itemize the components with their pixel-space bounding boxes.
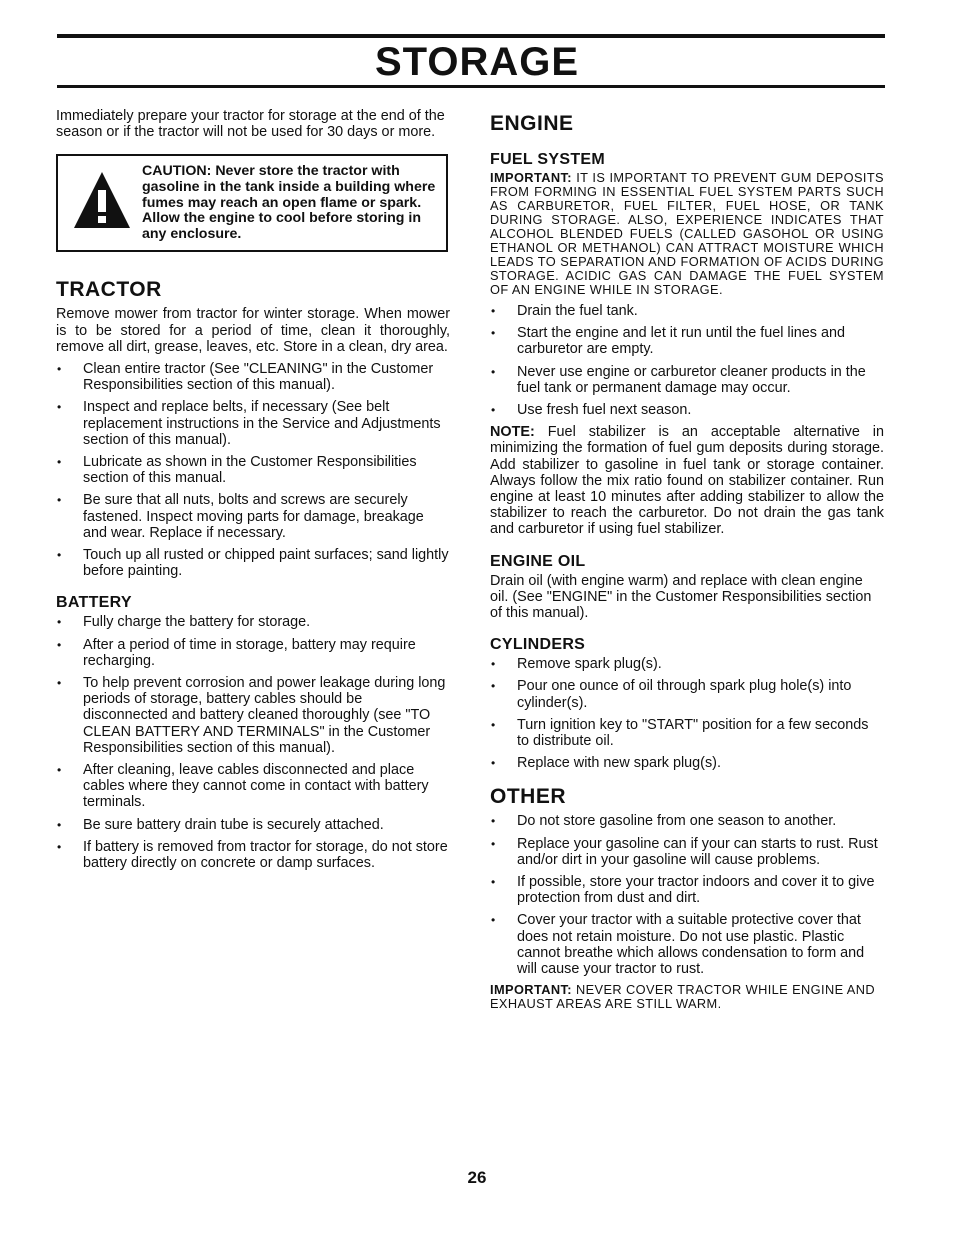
list-item: [56, 614, 450, 630]
bullet-icon: •: [57, 455, 62, 469]
title-underline: [57, 85, 885, 88]
list-item: [56, 817, 450, 833]
list-item-text: Replace your gasoline can if your can starts to rust. Rust and/or dirt in your gasoline will cause problems.: [517, 835, 878, 868]
list-item-text: Clean entire tractor (See "CLEANING" in the Customer Responsibilities section of this manual).: [83, 360, 434, 394]
engine-oil-text: Drain oil (with engine warm) and replace with clean engine oil. (See "ENGINE" in the Customer Responsibilities section of this manual).: [490, 572, 872, 622]
list-item: [490, 678, 884, 710]
bullet-icon: •: [491, 657, 496, 672]
list-item: [56, 492, 450, 541]
fuel-system-heading: FUEL SYSTEM: [490, 151, 606, 168]
warning-icon: [72, 170, 132, 230]
list-item-text: Be sure that all nuts, bolts and screws are securely fastened. Inspect moving parts for damage, breakage and wear. Replace if necessary.: [83, 492, 424, 541]
list-item-text: Inspect and replace belts, if necessary (See belt replacement instructions in the Service and Adjustments section of this manual).: [83, 399, 441, 448]
fuel-important: [490, 171, 884, 297]
list-item-text: Replace with new spark plug(s).: [517, 755, 721, 772]
list-item-text: If battery is removed from tractor for storage, do not store battery directly on concrete or damp surfaces.: [83, 838, 448, 872]
list-item: [490, 912, 884, 977]
list-item-text: After a period of time in storage, battery may require recharging.: [83, 636, 416, 669]
caution-label: CAUTION:: [142, 163, 212, 180]
bullet-icon: •: [57, 763, 62, 778]
bullet-icon: •: [57, 637, 62, 652]
engine-oil-heading: ENGINE OIL: [490, 552, 586, 570]
bullet-icon: •: [57, 361, 62, 376]
list-item-text: Use fresh fuel next season.: [517, 402, 692, 419]
bullet-icon: •: [491, 814, 496, 829]
list-item-text: Pour one ounce of oil through spark plug hole(s) into cylinder(s).: [517, 678, 852, 711]
list-item-text: Drain the fuel tank.: [517, 303, 638, 319]
other-important: [490, 983, 884, 1011]
bullet-icon: •: [491, 326, 496, 341]
list-item: [56, 399, 450, 448]
bullet-icon: •: [491, 836, 496, 851]
caution-box: [56, 154, 448, 252]
bullet-icon: •: [57, 400, 62, 415]
list-item: [490, 874, 884, 906]
other-heading: OTHER: [490, 785, 566, 809]
list-item-text: After cleaning, leave cables disconnected and place cables where they cannot come in contact with battery terminals.: [83, 762, 429, 811]
caution-body: Never store the tractor with gasoline in the tank inside a building where fumes may reach an open flame or spark. Allow the engine to cool before storing in any enclosure.: [142, 163, 436, 242]
other-list: [490, 813, 884, 977]
other-important-text: NEVER COVER TRACTOR WHILE ENGINE AND EXHAUST AREAS ARE STILL WARM.: [490, 982, 875, 1012]
list-item-text: Start the engine and let it run until the fuel lines and carburetor are empty.: [517, 325, 846, 358]
bullet-icon: •: [57, 493, 62, 508]
list-item: [490, 836, 884, 868]
bullet-icon: •: [491, 304, 496, 318]
bullet-icon: •: [491, 364, 496, 379]
list-item-text: Turn ignition key to "START" position for a few seconds to distribute oil.: [517, 716, 869, 750]
list-item: [56, 547, 450, 579]
fuel-list: [490, 303, 884, 418]
list-item-text: Touch up all rusted or chipped paint surfaces; sand lightly before painting.: [83, 547, 449, 580]
bullet-icon: •: [57, 676, 62, 691]
bullet-icon: •: [57, 817, 62, 832]
list-item-text: Lubricate as shown in the Customer Responsibilities section of this manual.: [83, 454, 417, 487]
bullet-icon: •: [491, 913, 496, 928]
list-item: [56, 839, 450, 871]
list-item: [56, 637, 450, 669]
caution-text: [142, 164, 436, 242]
bullet-icon: •: [491, 679, 496, 694]
cylinders-list: [490, 656, 884, 771]
list-item: [56, 762, 450, 811]
list-item: [490, 813, 884, 829]
list-item-text: Fully charge the battery for storage.: [83, 614, 311, 631]
intro-paragraph: Immediately prepare your tractor for storage at the end of the season or if the tractor will not be used for 30 days or more.: [56, 108, 445, 141]
bullet-icon: •: [57, 839, 62, 854]
bullet-icon: •: [57, 548, 62, 563]
tractor-body: Remove mower from tractor for winter storage. When mower is to be stored for a period of time, clean it thoroughly, remove all dirt, grease, leaves, etc. Store in a clean, dry area.: [56, 306, 450, 355]
right-column: [490, 108, 884, 1017]
list-item: [490, 303, 884, 319]
list-item-text: Remove spark plug(s).: [517, 656, 662, 673]
bullet-icon: •: [491, 875, 496, 890]
list-item: [490, 364, 884, 396]
page-title: STORAGE: [374, 40, 580, 84]
list-item-text: To help prevent corrosion and power leakage during long periods of storage, battery cables should be disconnected and battery cleaned thoroughly (see "TO CLEAN BATTERY AND TERMINALS" in the Customer Responsibilities section of this manual).: [83, 675, 446, 756]
list-item-text: Do not store gasoline from one season to another.: [517, 813, 837, 830]
list-item: [56, 675, 450, 756]
list-item: [56, 361, 450, 393]
note-label: NOTE:: [490, 424, 535, 441]
list-item-text: Never use engine or carburetor cleaner products in the fuel tank or permanent damage may occur.: [517, 363, 866, 396]
list-item: [490, 325, 884, 357]
note-text: Fuel stabilizer is an acceptable alternative in minimizing the formation of fuel gum deposits during storage. Add stabilizer to gasoline in fuel tank or storage container. Always follow the mix ratio found on stabilizer container. Run engine at least 10 minutes after adding stabilizer to allow the stabilizer to reach the carburetor. Do not drain the gas tank and carburetor if using fuel stabilizer.: [490, 424, 884, 538]
fuel-important-text: IT IS IMPORTANT TO PREVENT GUM DEPOSITS FROM FORMING IN ESSENTIAL FUEL SYSTEM PARTS SUCH AS CARBURETOR, FUEL FILTER, FUEL HOSE, OR TANK DURING STORAGE. ALSO, EXPERIENCE INDICATES THAT ALCOHOL BLENDED FUELS (CALLED GASOHOL OR USING ETHANOL OR METHANOL) CAN ATTRACT MOISTURE WHICH LEADS TO SEPARATION AND FORMATION OF ACIDS DURING STORAGE. ACIDIC GAS CAN DAMAGE THE FUEL SYSTEM OF AN ENGINE WHILE IN STORAGE.: [490, 170, 884, 297]
other-important-label: IMPORTANT:: [490, 982, 572, 998]
tractor-heading: TRACTOR: [56, 278, 162, 302]
bullet-icon: •: [491, 756, 496, 771]
left-column: [56, 108, 450, 877]
list-item: [490, 656, 884, 672]
list-item-text: If possible, store your tractor indoors and cover it to give protection from dust and dirt.: [517, 874, 875, 907]
list-item: [490, 402, 884, 418]
list-item-text: Be sure battery drain tube is securely attached.: [83, 816, 384, 833]
bullet-icon: •: [491, 717, 496, 732]
list-item: [56, 454, 450, 486]
engine-heading: ENGINE: [490, 112, 574, 135]
list-item: [490, 717, 884, 749]
tractor-list: [56, 361, 450, 579]
fuel-note: [490, 424, 884, 537]
fuel-important-label: IMPORTANT:: [490, 170, 572, 185]
list-item: [490, 755, 884, 771]
battery-list: [56, 614, 450, 871]
page-number: 26: [467, 1168, 487, 1187]
cylinders-heading: CYLINDERS: [490, 636, 586, 654]
bullet-icon: •: [491, 403, 496, 418]
battery-heading: BATTERY: [56, 594, 132, 612]
list-item-text: Cover your tractor with a suitable protective cover that does not retain moisture. Do not use plastic. Plastic cannot breathe which allows condensation to form and will cause your tractor to rust.: [517, 912, 865, 978]
bullet-icon: •: [57, 615, 62, 630]
